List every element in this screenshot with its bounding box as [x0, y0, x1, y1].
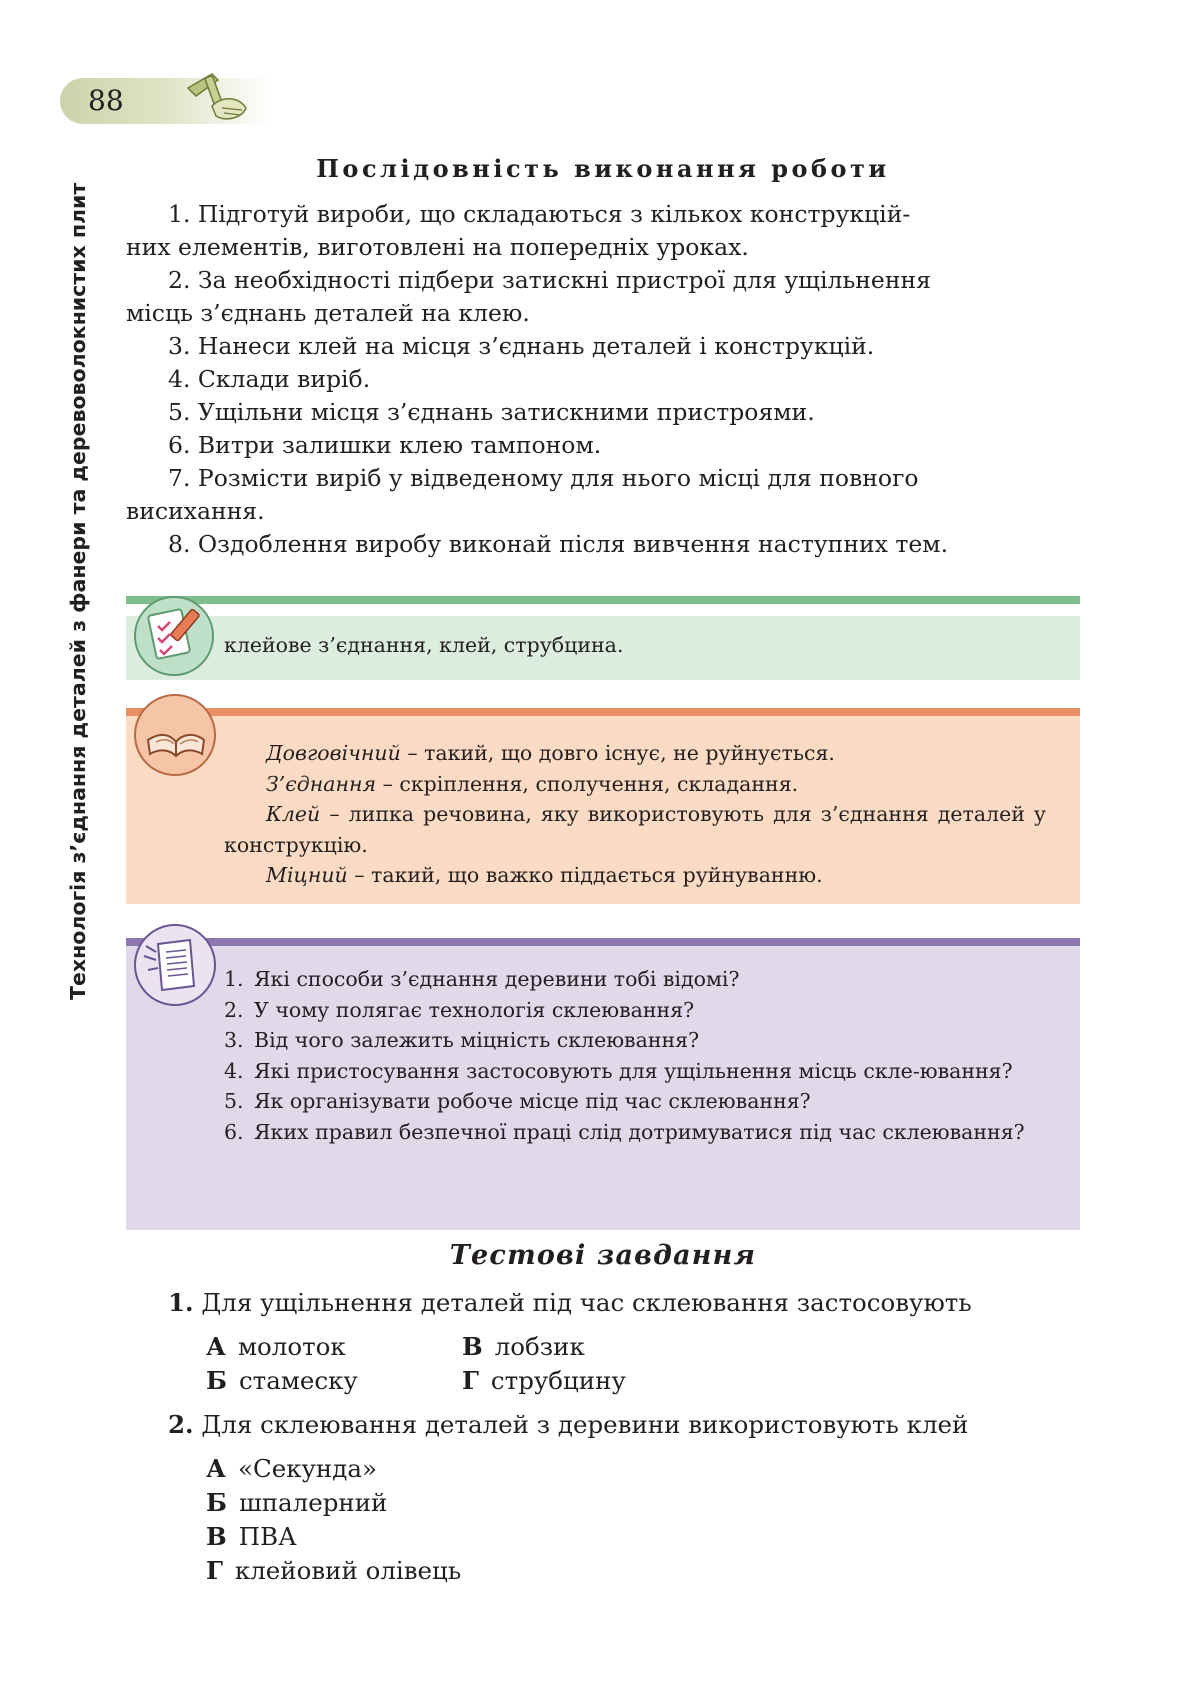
questions-list: [224, 964, 1046, 1147]
test-option[interactable]: А молоток: [206, 1332, 346, 1361]
step-line: 6. Витри залишки клею тампоном.: [168, 431, 602, 459]
keywords-badge: [134, 596, 214, 676]
glossary-definition: – липка речовина, яку використовують для з’єднання деталей у конструкцію.: [224, 802, 1046, 857]
glossary-box: [126, 708, 1080, 904]
step-line: висихання.: [126, 497, 265, 525]
test-option[interactable]: Б стамеску: [206, 1366, 358, 1395]
glossary-entry: [224, 738, 1046, 769]
keywords-box: [126, 596, 1080, 682]
question-item: 4. Які пристосування застосовують для ущільнення місць скле-ювання?: [224, 1058, 1013, 1083]
glossary-badge: [134, 694, 216, 776]
page-number: 88: [88, 84, 124, 117]
step-line: 8. Оздоблення виробу виконай після вивчення наступних тем.: [168, 530, 949, 558]
open-book-icon: [136, 696, 214, 774]
glossary-definition: – скріплення, сполучення, складання.: [376, 771, 799, 796]
test-option[interactable]: А «Секунда»: [206, 1454, 377, 1483]
step-line: 3. Нанеси клей на місця з’єднань деталей і конструкцій.: [168, 332, 875, 360]
test-option[interactable]: В лобзик: [462, 1332, 585, 1361]
step-line: місць з’єднань деталей на клею.: [126, 299, 530, 327]
tests-title: Тестові завдання: [449, 1240, 757, 1271]
glossary-bar: [126, 708, 1080, 716]
section-title: Послідовність виконання роботи: [316, 154, 890, 183]
step-line: них елементів, виготовлені на попередніх уроках.: [126, 233, 749, 261]
checklist-pencil-icon: [136, 598, 212, 674]
test-option[interactable]: В ПВА: [206, 1522, 297, 1551]
step-line: 7. Розмісти виріб у відведеному для нього місці для повного: [168, 464, 919, 492]
hammer-hand-icon: [182, 66, 256, 128]
test-question: [168, 1286, 972, 1320]
test-option[interactable]: Б шпалерний: [206, 1488, 388, 1517]
test-question-text: Для ущільнення деталей під час склеювання застосовують: [201, 1288, 972, 1317]
test-option[interactable]: Г струбцину: [462, 1366, 626, 1395]
questions-badge: [134, 924, 216, 1006]
running-title: Технологія з’єднання деталей з фанери та деревоволокнистих плит: [66, 182, 90, 1000]
question-item: 6. Яких правил безпечної праці слід дотримуватися під час склеювання?: [224, 1119, 1025, 1144]
glossary-entry: [224, 769, 1046, 800]
glossary-entry: [224, 799, 1046, 860]
steps-list: [126, 198, 1080, 561]
question-scroll-icon: [136, 926, 214, 1004]
questions-box: [126, 938, 1080, 1230]
glossary-term: Довговічний: [266, 741, 401, 765]
test-question-number: 1.: [168, 1288, 194, 1317]
glossary-term: Міцний: [266, 863, 348, 887]
glossary-entry: [224, 860, 1046, 891]
question-item: 2. У чому полягає технологія склеювання?: [224, 997, 695, 1022]
test-question-number: 2.: [168, 1410, 194, 1439]
glossary-definition: – такий, що довго існує, не руйнується.: [400, 741, 835, 765]
test-option[interactable]: Г клейовий олівець: [206, 1556, 462, 1585]
step-line: 4. Склади виріб.: [168, 365, 371, 393]
glossary-definition: – такий, що важко піддається руйнуванню.: [347, 863, 823, 887]
step-line: 5. Ущільни місця з’єднань затискними пристроями.: [168, 398, 815, 426]
test-question: [168, 1408, 968, 1442]
questions-bar: [126, 938, 1080, 946]
question-item: 1. Які способи з’єднання деревини тобі відомі?: [224, 967, 740, 991]
keywords-bar: [126, 596, 1080, 604]
keywords-text: клейове з’єднання, клей, струбцина.: [224, 633, 624, 657]
step-line: 2. За необхідності підбери затискні пристрої для ущільнення: [168, 266, 931, 294]
glossary-list: [224, 738, 1046, 891]
question-item: 5. Як організувати робоче місце під час склеювання?: [224, 1089, 811, 1113]
glossary-term: З’єднання: [266, 771, 377, 796]
step-line: 1. Підготуй вироби, що складаються з кількох конструкцій-: [168, 200, 911, 228]
test-question-text: Для склеювання деталей з деревини використовують клей: [201, 1410, 969, 1439]
glossary-term: Клей: [266, 802, 321, 826]
question-item: 3. Від чого залежить міцність склеювання?: [224, 1028, 700, 1052]
